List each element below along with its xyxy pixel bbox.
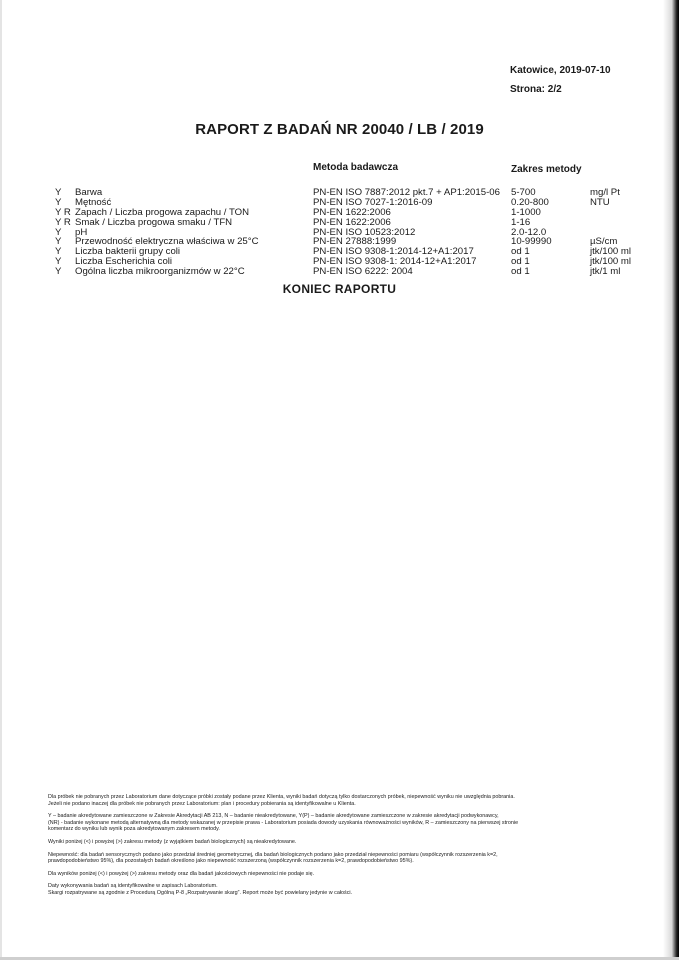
- report-title: RAPORT Z BADAŃ NR 20040 / LB / 2019: [195, 121, 484, 138]
- note-accreditation: [48, 813, 638, 833]
- row-unit: µS/cm: [590, 236, 618, 248]
- city-date: Katowice, 2019-07-10: [510, 65, 611, 76]
- row-parameter: Mętność: [75, 196, 112, 208]
- row-range: 0.20-800: [511, 196, 549, 208]
- row-unit: jtk/100 ml: [590, 256, 632, 268]
- row-method: PN-EN ISO 9308-1:2014-12+A1:2017: [313, 246, 474, 258]
- row-range: od 1: [511, 266, 530, 278]
- row-flag: Y: [55, 266, 62, 278]
- page-number: Strona: 2/2: [510, 84, 562, 95]
- row-method: PN-EN ISO 7027-1:2016-09: [313, 196, 433, 208]
- row-unit: jtk/1 ml: [590, 266, 621, 278]
- row-range: od 1: [511, 256, 530, 268]
- note-line: Dla wyników poniżej (<) i powyżej (>) zakresu metody oraz dla badań jakościowych niepewności nie podaje się.: [48, 870, 315, 877]
- column-header-range: Zakres metody: [511, 164, 582, 175]
- row-range: 5-700: [511, 187, 536, 198]
- note-line: Y – badanie akredytowane zamieszczone w Zakresie Akredytacji AB 213, N – badanie nieakredytowane, Y(P) – badanie akredytowane zamieszczone w zakresie akredytacji podwykonawcy,: [48, 813, 499, 820]
- row-method: PN-EN ISO 9308-1: 2014-12+A1:2017: [313, 256, 477, 268]
- row-range: 10-99990: [511, 236, 552, 248]
- row-flag: Y: [55, 187, 62, 198]
- note-line: Niepewność: dla badań sensorycznych podano jako przedział średniej geometrycznej, dla badań biologicznych podano jako przedział niepewności pomiaru (współczynnik rozszerzenia k=2,: [48, 851, 498, 858]
- row-range: 1-1000: [511, 206, 541, 218]
- scan-left-edge: [0, 0, 2, 960]
- note-samples: [48, 794, 638, 807]
- row-range: 2.0-12.0: [511, 226, 547, 238]
- row-range: od 1: [511, 246, 530, 258]
- row-method: PN-EN 1622:2006: [313, 206, 391, 218]
- footnotes: [48, 794, 638, 900]
- note-line: Wyniki poniżej (<) i powyżej (>) zakresu metody (z wyjątkiem badań biologicznych) są nieakredytowane.: [48, 838, 297, 845]
- row-unit: mg/l Pt: [590, 187, 620, 198]
- note-line: prawdopodobieństwo 95%), dla pozostałych badań określono jako niepewność rozszerzoną (współczynnik rozszerzenia k=2, prawdopodobieństwo 95%).: [48, 858, 414, 865]
- end-of-report: KONIEC RAPORTU: [282, 282, 397, 296]
- note-line: Daty wykonywania badań są identyfikowalne w zapisach Laboratorium.: [48, 883, 218, 890]
- row-parameter: pH: [75, 226, 88, 238]
- row-method: PN-EN 1622:2006: [313, 216, 391, 228]
- row-method: PN-EN 27888:1999: [313, 236, 397, 248]
- row-flag: Y: [55, 246, 62, 258]
- row-parameter: Barwa: [75, 187, 103, 198]
- row-method: PN-EN ISO 10523:2012: [313, 226, 416, 238]
- note-uncertainty: [48, 852, 638, 865]
- note-line: Skargi rozpatrywane są zgodnie z Procedurą Ogólną P-8 „Rozpatrywanie skarg”. Report może być powielany jedynie w całości.: [48, 889, 353, 896]
- scan-right-edge: [663, 0, 679, 960]
- row-flag: Y R: [55, 206, 71, 218]
- row-method: PN-EN ISO 6222: 2004: [313, 266, 413, 278]
- row-flag: Y: [55, 256, 62, 268]
- note-line: komentarz do wyniku lub wynik poza akredytowanym zakresem metody.: [48, 826, 220, 833]
- row-unit: NTU: [590, 196, 610, 208]
- table-row: [0, 267, 679, 277]
- row-range: 1-16: [511, 216, 531, 228]
- row-parameter: Smak / Liczba progowa smaku / TFN: [75, 216, 233, 228]
- column-header-method: Metoda badawcza: [313, 162, 399, 173]
- note-line: (NR) - badanie wykonane metodą alternatywną dla metody wskazanej w przepisie prawa - Laboratorium posiada dowody uzyskania równoważności wyników, R – zamieszczony na pierwszej stronie: [48, 819, 519, 826]
- note-dates-complaints: [48, 883, 638, 896]
- note-out-of-range: [48, 839, 638, 846]
- row-parameter: Liczba bakterii grupy coli: [75, 246, 181, 258]
- note-line: Jeżeli nie podano inaczej dla próbek nie pobranych przez Laboratorium: plan i procedury pobierania są identyfikowalne u Klienta.: [48, 800, 356, 807]
- row-parameter: Zapach / Liczba progowa zapachu / TON: [75, 206, 250, 218]
- note-line: Dla próbek nie pobranych przez Laboratorium dane dotyczące próbki zostały podane przez Klienta, wyniki badań dotyczą tylko dostarczonych próbek, niepewność wyniku nie uwzględnia pobrania.: [48, 794, 515, 800]
- results-table: [0, 188, 679, 277]
- row-parameter: Ogólna liczba mikroorganizmów w 22°C: [75, 266, 245, 278]
- row-flag: Y: [55, 196, 62, 208]
- row-flag: Y: [55, 226, 62, 238]
- row-parameter: Przewodność elektryczna właściwa w 25°C: [75, 236, 259, 248]
- row-unit: jtk/100 ml: [590, 246, 632, 258]
- row-flag: Y R: [55, 216, 71, 228]
- row-method: PN-EN ISO 7887:2012 pkt.7 + AP1:2015-06: [313, 187, 500, 198]
- row-flag: Y: [55, 236, 62, 248]
- note-no-uncertainty: [48, 871, 638, 878]
- row-parameter: Liczba Escherichia coli: [75, 256, 173, 268]
